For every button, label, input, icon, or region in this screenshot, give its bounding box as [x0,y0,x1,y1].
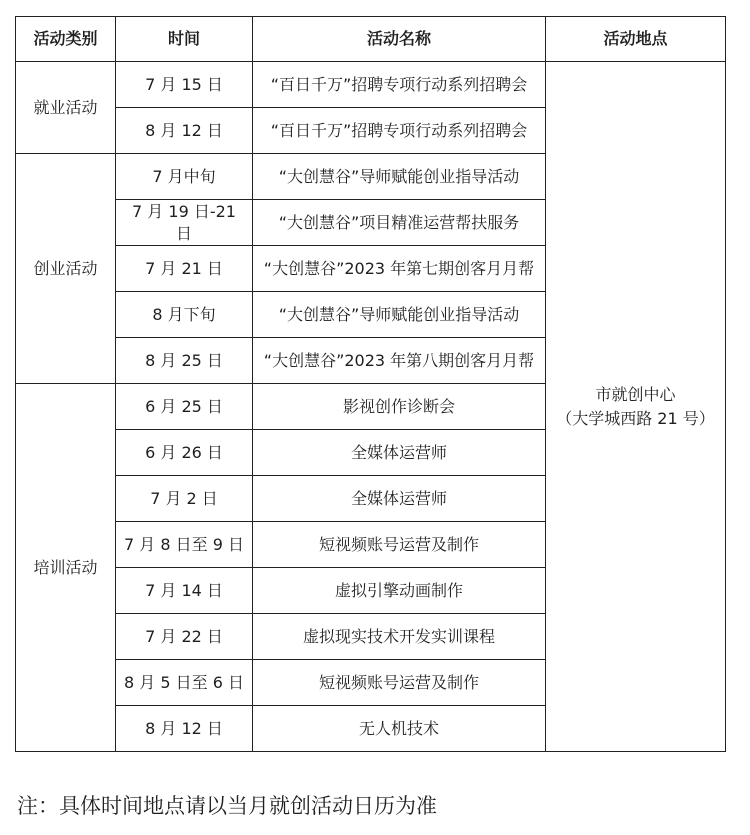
time-cell: 8 月 12 日 [116,706,253,752]
activity-name-cell: “大创慧谷”导师赋能创业指导活动 [253,154,546,200]
activity-schedule-table [15,16,726,752]
activity-name-cell: 短视频账号运营及制作 [253,522,546,568]
time-cell: 7 月 19 日-21 日 [116,200,253,246]
time-cell: 6 月 26 日 [116,430,253,476]
time-cell: 8 月下旬 [116,292,253,338]
table-row [16,62,726,108]
category-cell: 培训活动 [16,384,116,752]
activity-name-cell: “大创慧谷”导师赋能创业指导活动 [253,292,546,338]
time-cell: 7 月 21 日 [116,246,253,292]
activity-name-cell: 影视创作诊断会 [253,384,546,430]
header-time: 时间 [116,17,253,62]
activity-name-cell: 全媒体运营师 [253,476,546,522]
time-cell: 7 月 2 日 [116,476,253,522]
header-location: 活动地点 [546,17,726,62]
footnote: 注：具体时间地点请以当月就创活动日历为准 [17,794,437,818]
activity-name-cell: 无人机技术 [253,706,546,752]
time-cell: 8 月 25 日 [116,338,253,384]
header-category: 活动类别 [16,17,116,62]
time-cell: 7 月中旬 [116,154,253,200]
time-cell: 7 月 22 日 [116,614,253,660]
time-cell: 8 月 12 日 [116,108,253,154]
activity-name-cell: 虚拟引擎动画制作 [253,568,546,614]
category-cell: 创业活动 [16,154,116,384]
activity-name-cell: “大创慧谷”项目精准运营帮扶服务 [253,200,546,246]
time-cell: 7 月 8 日至 9 日 [116,522,253,568]
location-text: 市就创中心 （大学城西路 21 号） [556,384,715,428]
activity-name-cell: 全媒体运营师 [253,430,546,476]
time-cell: 7 月 15 日 [116,62,253,108]
location-cell [546,62,726,752]
activity-name-cell: “大创慧谷”2023 年第七期创客月月帮 [253,246,546,292]
time-cell: 6 月 25 日 [116,384,253,430]
header-activity-name: 活动名称 [253,17,546,62]
activity-name-cell: 短视频账号运营及制作 [253,660,546,706]
activity-name-cell: “百日千万”招聘专项行动系列招聘会 [253,62,546,108]
activity-name-cell: 虚拟现实技术开发实训课程 [253,614,546,660]
time-cell: 7 月 14 日 [116,568,253,614]
table-header-row [16,17,726,62]
activity-name-cell: “大创慧谷”2023 年第八期创客月月帮 [253,338,546,384]
category-cell: 就业活动 [16,62,116,154]
activity-name-cell: “百日千万”招聘专项行动系列招聘会 [253,108,546,154]
time-cell: 8 月 5 日至 6 日 [116,660,253,706]
